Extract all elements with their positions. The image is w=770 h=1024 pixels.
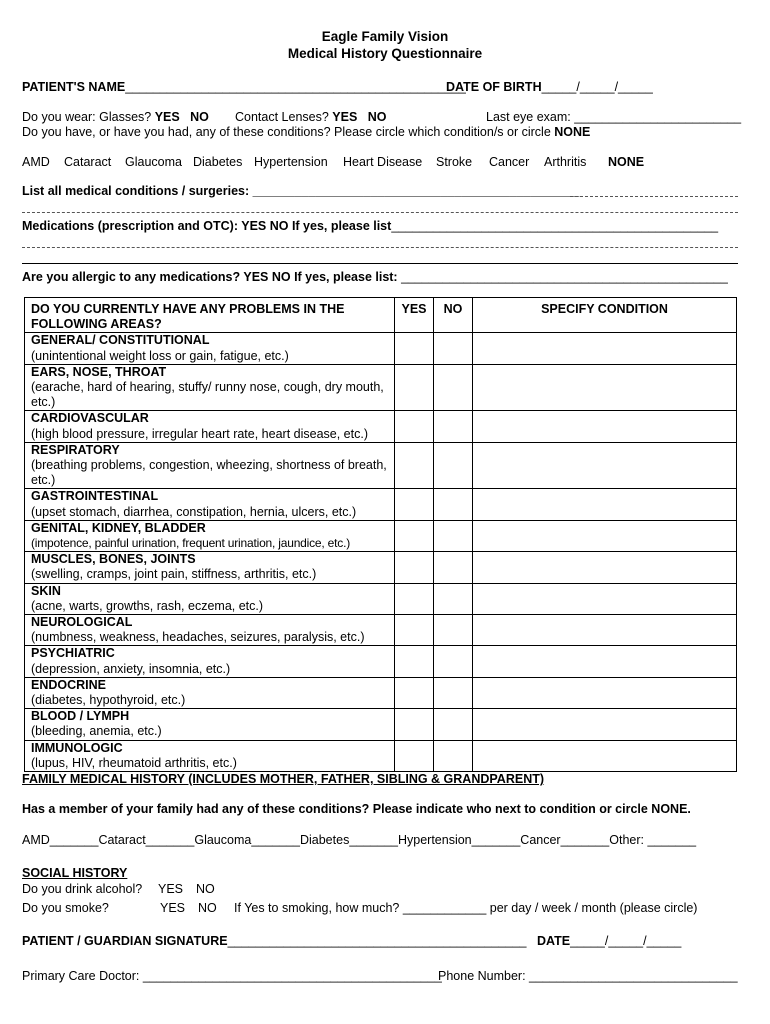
table-row xyxy=(25,489,737,520)
specify-condition-cell[interactable] xyxy=(473,520,737,551)
medical-conditions-label: List all medical conditions / surgeries: xyxy=(22,184,250,198)
condition-heart-disease[interactable]: Heart Disease xyxy=(343,155,423,169)
family-history-question: Has a member of your family had any of these conditions? Please indicate who next to condition or circle NONE. xyxy=(22,802,691,816)
patient-name-field[interactable] xyxy=(22,80,466,95)
medical-conditions-field[interactable] xyxy=(22,184,579,199)
smoking-amount-field[interactable]: If Yes to smoking, how much? ____________ per day / week / month (please circle) xyxy=(234,901,698,915)
row-description: (breathing problems, congestion, wheezing, shortness of breath, etc.) xyxy=(31,458,387,488)
medications-blank: _______________________________________________ xyxy=(391,219,719,233)
condition-cancer[interactable]: Cancer xyxy=(489,155,530,169)
specify-condition-cell[interactable] xyxy=(473,709,737,740)
patient-name-label: PATIENT'S NAME xyxy=(22,80,126,94)
row-title: GASTROINTESTINAL xyxy=(31,489,159,504)
column-header-specify: SPECIFY CONDITION xyxy=(473,298,737,333)
condition-diabetes[interactable]: Diabetes xyxy=(193,155,243,169)
primary-care-doctor-field[interactable]: Primary Care Doctor: ___________________________________________ xyxy=(22,969,442,983)
conditions-question xyxy=(22,125,590,140)
row-description: (acne, warts, growths, rash, eczema, etc.) xyxy=(31,598,264,613)
table-row xyxy=(25,552,737,583)
conditions-question-text: Do you have, or have you had, any of these conditions? Please circle which condition/s or circle xyxy=(22,125,551,139)
condition-arthritis[interactable]: Arthritis xyxy=(544,155,587,169)
allergy-blank: _______________________________________________ xyxy=(401,270,728,284)
yes-checkbox[interactable] xyxy=(395,489,434,520)
no-checkbox[interactable] xyxy=(434,740,473,771)
row-description: (lupus, HIV, rheumatoid arthritis, etc.) xyxy=(31,755,237,770)
dob-blank: _____/_____/_____ xyxy=(541,80,653,94)
lenses-label: Contact Lenses? xyxy=(235,110,329,124)
signature-blank: ___________________________________________ xyxy=(227,934,527,948)
table-header-row xyxy=(25,298,737,333)
row-title: EARS, NOSE, THROAT xyxy=(31,364,167,379)
table-row xyxy=(25,615,737,646)
condition-none[interactable]: NONE xyxy=(608,155,645,169)
yes-checkbox[interactable] xyxy=(395,677,434,708)
allergy-field[interactable] xyxy=(22,270,728,285)
medications-label: Medications (prescription and OTC): YES NO If yes, please list xyxy=(22,219,392,233)
practice-name: Eagle Family Vision xyxy=(321,29,449,44)
divider-line xyxy=(22,247,738,248)
yes-checkbox[interactable] xyxy=(395,411,434,442)
row-description: (high blood pressure, irregular heart rate, heart disease, etc.) xyxy=(31,426,368,441)
no-checkbox[interactable] xyxy=(434,615,473,646)
row-description: (upset stomach, diarrhea, constipation, hernia, ulcers, etc.) xyxy=(31,504,357,519)
smoke-no[interactable]: NO xyxy=(198,901,217,915)
no-checkbox[interactable] xyxy=(434,333,473,364)
no-checkbox[interactable] xyxy=(434,411,473,442)
row-title: NEUROLOGICAL xyxy=(31,615,133,630)
conditions-none-word: NONE xyxy=(554,125,591,139)
specify-condition-cell[interactable] xyxy=(473,646,737,677)
row-description: (unintentional weight loss or gain, fatigue, etc.) xyxy=(31,348,289,363)
no-checkbox[interactable] xyxy=(434,583,473,614)
medications-field[interactable] xyxy=(22,219,718,234)
yes-checkbox[interactable] xyxy=(395,520,434,551)
smoke-question: Do you smoke? xyxy=(22,901,109,915)
no-checkbox[interactable] xyxy=(434,442,473,489)
lenses-question xyxy=(235,110,386,125)
table-row xyxy=(25,411,737,442)
table-row xyxy=(25,442,737,489)
row-title: GENITAL, KIDNEY, BLADDER xyxy=(31,520,206,535)
signature-date-blank: _____/_____/_____ xyxy=(570,934,682,948)
smoke-yes[interactable]: YES xyxy=(160,901,186,915)
medical-conditions-blank: _______________________________________________ xyxy=(252,184,580,198)
yes-checkbox[interactable] xyxy=(395,709,434,740)
divider-line xyxy=(22,263,738,264)
specify-condition-cell[interactable] xyxy=(473,583,737,614)
specify-condition-cell[interactable] xyxy=(473,677,737,708)
table-row xyxy=(25,333,737,364)
condition-amd[interactable]: AMD xyxy=(22,155,50,169)
patient-name-blank: _________________________________________________ xyxy=(125,80,466,94)
signature-label: PATIENT / GUARDIAN SIGNATURE xyxy=(22,934,228,948)
lenses-options[interactable]: YES NO xyxy=(332,110,387,124)
specify-condition-cell[interactable] xyxy=(473,552,737,583)
divider-line xyxy=(22,212,738,213)
row-description: (impotence, painful urination, frequent urination, jaundice, etc.) xyxy=(31,536,350,551)
specify-condition-cell[interactable] xyxy=(473,615,737,646)
form-title: Medical History Questionnaire xyxy=(287,46,483,61)
yes-checkbox[interactable] xyxy=(395,646,434,677)
family-history-heading: FAMILY MEDICAL HISTORY (INCLUDES MOTHER, FATHER, SIBLING & GRANDPARENT) xyxy=(22,772,545,786)
row-title: BLOOD / LYMPH xyxy=(31,709,130,724)
yes-checkbox[interactable] xyxy=(395,552,434,583)
glasses-question xyxy=(22,110,209,125)
specify-condition-cell[interactable] xyxy=(473,333,737,364)
phone-number-field[interactable]: Phone Number: ______________________________ xyxy=(438,969,738,983)
table-row xyxy=(25,709,737,740)
condition-stroke[interactable]: Stroke xyxy=(436,155,473,169)
signature-field[interactable] xyxy=(22,934,527,949)
no-checkbox[interactable] xyxy=(434,364,473,411)
table-row xyxy=(25,364,737,411)
yes-checkbox[interactable] xyxy=(395,364,434,411)
signature-date-field[interactable] xyxy=(537,934,681,949)
specify-condition-cell[interactable] xyxy=(473,411,737,442)
table-row xyxy=(25,520,737,551)
alcohol-yes[interactable]: YES xyxy=(158,882,184,896)
condition-cataract[interactable]: Cataract xyxy=(64,155,112,169)
family-conditions-field[interactable]: AMD_______Cataract_______Glaucoma_______Diabetes_______Hypertension_______Cancer_______Other: _______ xyxy=(22,833,697,847)
row-title: PSYCHIATRIC xyxy=(31,646,115,661)
social-history-heading: SOCIAL HISTORY xyxy=(22,866,128,880)
yes-checkbox[interactable] xyxy=(395,583,434,614)
table-row xyxy=(25,677,737,708)
row-description: (swelling, cramps, joint pain, stiffness, arthritis, etc.) xyxy=(31,567,317,582)
yes-checkbox[interactable] xyxy=(395,740,434,771)
no-checkbox[interactable] xyxy=(434,646,473,677)
row-title: CARDIOVASCULAR xyxy=(31,411,149,426)
specify-condition-cell[interactable] xyxy=(473,364,737,411)
row-title: ENDOCRINE xyxy=(31,677,107,692)
row-title: IMMUNOLOGIC xyxy=(31,740,123,755)
row-description: (bleeding, anemia, etc.) xyxy=(31,724,162,739)
condition-glaucoma[interactable]: Glaucoma xyxy=(125,155,182,169)
no-checkbox[interactable] xyxy=(434,552,473,583)
specify-condition-cell[interactable] xyxy=(473,489,737,520)
row-title: SKIN xyxy=(31,583,61,598)
row-description: (depression, anxiety, insomnia, etc.) xyxy=(31,661,231,676)
row-description: (earache, hard of hearing, stuffy/ runny nose, cough, dry mouth, etc.) xyxy=(31,380,384,410)
last-eye-exam-field[interactable]: Last eye exam: ________________________ xyxy=(486,110,742,124)
table-row xyxy=(25,740,737,771)
yes-checkbox[interactable] xyxy=(395,442,434,489)
row-title: GENERAL/ CONSTITUTIONAL xyxy=(31,333,210,348)
no-checkbox[interactable] xyxy=(434,520,473,551)
glasses-label: Do you wear: Glasses? xyxy=(22,110,152,124)
yes-checkbox[interactable] xyxy=(395,333,434,364)
problems-table xyxy=(24,297,737,772)
row-description: (diabetes, hypothyroid, etc.) xyxy=(31,693,186,708)
table-row xyxy=(25,583,737,614)
alcohol-no[interactable]: NO xyxy=(196,882,215,896)
dob-label: DATE OF BIRTH xyxy=(446,80,542,94)
no-checkbox[interactable] xyxy=(434,709,473,740)
divider-line xyxy=(570,196,738,197)
dob-field[interactable] xyxy=(446,80,653,95)
row-title: MUSCLES, BONES, JOINTS xyxy=(31,552,196,567)
no-checkbox[interactable] xyxy=(434,677,473,708)
yes-checkbox[interactable] xyxy=(395,615,434,646)
row-title: RESPIRATORY xyxy=(31,442,120,457)
allergy-label: Are you allergic to any medications? YES NO If yes, please list: xyxy=(22,270,398,284)
row-description: (numbness, weakness, headaches, seizures, paralysis, etc.) xyxy=(31,630,365,645)
table-header-areas: DO YOU CURRENTLY HAVE ANY PROBLEMS IN THE FOLLOWING AREAS? xyxy=(25,298,395,333)
condition-hypertension[interactable]: Hypertension xyxy=(254,155,328,169)
glasses-options[interactable]: YES NO xyxy=(154,110,209,124)
column-header-no: NO xyxy=(434,298,473,333)
specify-condition-cell[interactable] xyxy=(473,740,737,771)
specify-condition-cell[interactable] xyxy=(473,442,737,489)
table-row xyxy=(25,646,737,677)
column-header-yes: YES xyxy=(395,298,434,333)
no-checkbox[interactable] xyxy=(434,489,473,520)
signature-date-label: DATE xyxy=(537,934,571,948)
alcohol-question: Do you drink alcohol? xyxy=(22,882,143,896)
